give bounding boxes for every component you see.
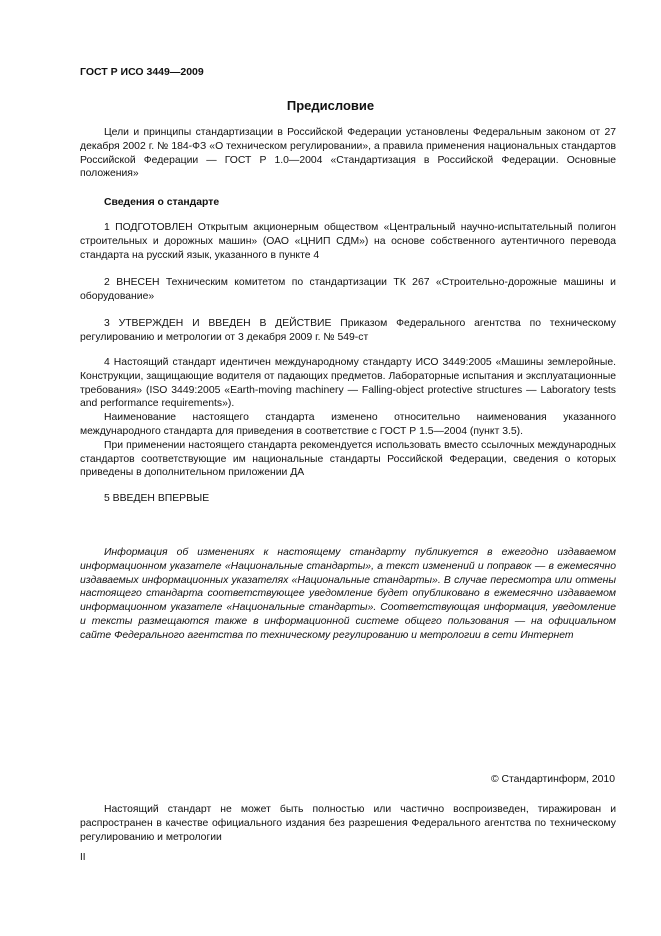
page-number: II — [80, 852, 86, 863]
reproduction-notice — [80, 803, 616, 844]
change-info-text: Информация об изменениях к настоящему стандарту публикуется в ежегодно издаваемом информационном указателе «Национальные стандарты», а текст изменений и поправок — в ежемесячно издаваемых информационных указателях «Национальные стандарты». В случае пересмотра или отмены настоящего стандарта соответствующее уведомление будет опубликовано в ежемесячно издаваемом информационном указателе «Национальные стандарты». Соответствующая информация, уведомление и тексты размещаются также в информационной системе общего пользования — на официальном сайте Федерального агентства по техническому регулированию и метрологии в сети Интернет — [80, 547, 616, 641]
item-1-text: 1 ПОДГОТОВЛЕН Открытым акционерным обществом «Центральный научно-испытательный полигон строительных и дорожных машин» (ОАО «ЦНИП СДМ») на основе собственного аутентичного перевода стандарта на русский язык, указанного в пункте 4 — [80, 222, 616, 261]
item-5 — [80, 492, 616, 506]
item-3 — [80, 317, 616, 345]
about-heading: Сведения о стандарте — [104, 197, 220, 208]
item-3-text: 3 УТВЕРЖДЕН И ВВЕДЕН В ДЕЙСТВИЕ Приказом Федерального агентства по техническому регулированию и метрологии от 3 декабря 2009 г. № 549-ст — [80, 318, 616, 343]
document-header: ГОСТ Р ИСО 3449—2009 — [80, 66, 204, 78]
item-4-text: 4 Настоящий стандарт идентичен международному стандарту ИСО 3449:2005 «Машины землеройные. Конструкции, защищающие водителя от падающих предметов. Лабораторные испытания и эксплуатационные требования» (ISO 3449:2005 «Earth-moving machinery — Falling-object protective structures — Laboratory tests and performance requirements»). — [80, 357, 616, 410]
copyright-line: © Стандартинформ, 2010 — [490, 774, 615, 785]
reproduction-text: Настоящий стандарт не может быть полностью или частично воспроизведен, тиражирован и распространен в качестве официального издания без разрешения Федерального агентства по техническому регулированию и метрологии — [80, 804, 616, 843]
item-4-paragraph-2: Наименование настоящего стандарта изменено относительно наименования указанного международного стандарта для приведения в соответствие с ГОСТ Р 1.5—2004 (пункт 3.5). — [80, 412, 616, 437]
change-info-notice — [80, 546, 616, 643]
about-heading-block — [80, 196, 616, 210]
page-title: Предисловие — [286, 98, 375, 113]
intro-text: Цели и принципы стандартизации в Российской Федерации установлены Федеральным законом от 27 декабря 2002 г. № 184-ФЗ «О техническом регулировании», а правила применения национальных стандартов Российской Федерации — ГОСТ Р 1.0—2004 «Стандартизация в Российской Федерации. Основные положения» — [80, 127, 616, 180]
item-2 — [80, 276, 616, 304]
item-4-paragraph-3: При применении настоящего стандарта рекомендуется использовать вместо ссылочных международных стандартов соответствующие им национальные стандарты Российской Федерации, сведения о которых приведены в дополнительном приложении ДА — [80, 439, 616, 479]
item-5-text: 5 ВВЕДЕН ВПЕРВЫЕ — [104, 493, 210, 504]
item-1 — [80, 221, 616, 262]
item-4 — [80, 356, 616, 480]
item-2-text: 2 ВНЕСЕН Техническим комитетом по стандартизации ТК 267 «Строительно-дорожные машины и оборудование» — [80, 277, 616, 302]
intro-paragraph — [80, 126, 616, 181]
